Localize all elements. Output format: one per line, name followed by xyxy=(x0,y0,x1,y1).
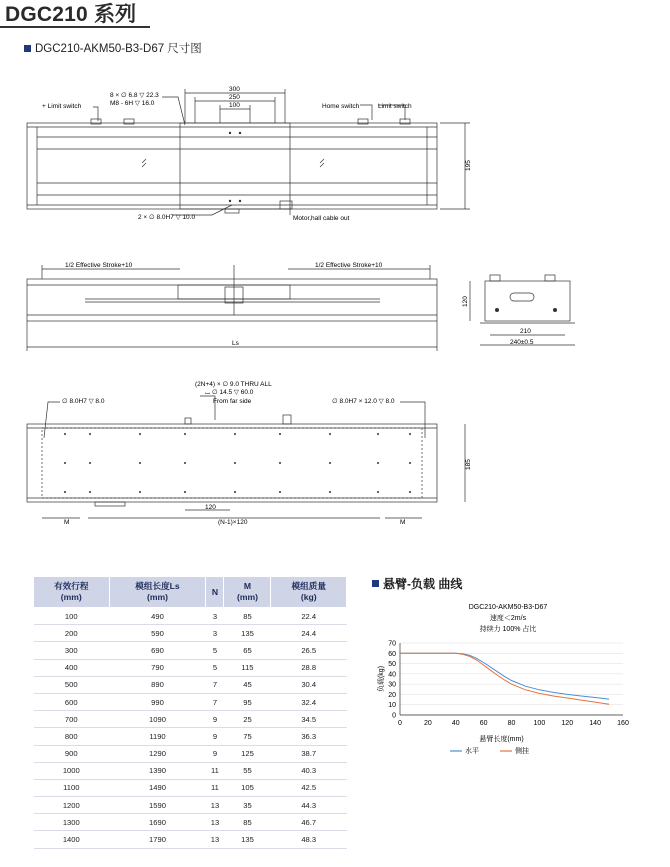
spec-header-cell: 有效行程 (mm) xyxy=(34,577,110,608)
dim-210: 210 xyxy=(520,328,531,335)
mounting-hole xyxy=(279,433,281,435)
table-cell: 790 xyxy=(109,659,206,676)
table-cell: 11 xyxy=(206,779,224,796)
table-cell: 1300 xyxy=(34,814,110,831)
dim-m-right: M xyxy=(400,519,406,526)
mounting-hole xyxy=(139,462,141,464)
chart-section-title-text: 悬臂-负载 曲线 xyxy=(383,577,463,591)
table-cell: 65 xyxy=(224,642,271,659)
mounting-hole xyxy=(279,462,281,464)
series-line-1 xyxy=(400,653,609,704)
pin-left-spec: ∅ 8.0H7 ▽ 8.0 xyxy=(62,398,105,405)
table-cell: 13 xyxy=(206,814,224,831)
side-view-drawing xyxy=(0,255,670,355)
table-cell: 35 xyxy=(224,797,271,814)
x-tick-label: 40 xyxy=(451,720,460,727)
mounting-hole xyxy=(64,462,66,464)
table-cell: 28.8 xyxy=(271,659,347,676)
table-row xyxy=(34,659,347,676)
mounting-hole xyxy=(234,462,236,464)
legend-label: 侧挂 xyxy=(515,748,529,755)
table-cell: 500 xyxy=(34,676,110,693)
table-cell: 36.3 xyxy=(271,728,347,745)
bottom-view-drawing xyxy=(0,378,670,528)
top-view-drawing xyxy=(0,75,670,235)
table-cell: 1000 xyxy=(34,762,110,779)
chart-title: DGC210-AKM50-B3-D67 xyxy=(468,604,548,611)
table-cell: 600 xyxy=(34,693,110,710)
mounting-hole xyxy=(184,462,186,464)
mounting-hole xyxy=(64,491,66,493)
spec-table-body xyxy=(34,608,347,849)
mounting-hole xyxy=(279,491,281,493)
thru-spec: (2N+4) × ∅ 9.0 THRU ALL xyxy=(195,381,272,388)
table-cell: 45 xyxy=(224,676,271,693)
table-row xyxy=(34,779,347,796)
table-cell: 890 xyxy=(109,676,206,693)
table-row xyxy=(34,711,347,728)
table-cell: 11 xyxy=(206,762,224,779)
table-cell: 95 xyxy=(224,693,271,710)
dim-n: (N-1)×120 xyxy=(218,519,248,526)
stroke-right-label: 1/2 Effective Stroke+10 xyxy=(315,262,383,269)
mounting-hole xyxy=(377,433,379,435)
table-cell: 800 xyxy=(34,728,110,745)
hole-spec-2: M8 - 6H ▽ 16.0 xyxy=(110,100,155,107)
table-cell: 700 xyxy=(34,711,110,728)
table-cell: 32.4 xyxy=(271,693,347,710)
table-cell: 30.4 xyxy=(271,676,347,693)
drawing-subtitle-text: DGC210-AKM50-B3-D67 尺寸图 xyxy=(35,43,202,55)
from-far-side: From far side xyxy=(213,398,252,405)
table-row xyxy=(34,608,347,625)
table-cell: 7 xyxy=(206,676,224,693)
spec-header-cell: N xyxy=(206,577,224,608)
table-cell: 44.3 xyxy=(271,797,347,814)
table-row xyxy=(34,676,347,693)
table-cell: 34.5 xyxy=(271,711,347,728)
table-cell: 105 xyxy=(224,779,271,796)
table-cell: 75 xyxy=(224,728,271,745)
mounting-hole xyxy=(184,491,186,493)
mounting-hole xyxy=(139,433,141,435)
table-cell: 690 xyxy=(109,642,206,659)
table-cell: 13 xyxy=(206,797,224,814)
table-cell: 100 xyxy=(34,608,110,625)
y-tick-label: 50 xyxy=(388,661,396,669)
table-cell: 1390 xyxy=(109,762,206,779)
bullet-square-icon xyxy=(24,45,31,52)
legend-label: 水平 xyxy=(465,748,479,755)
dim-120-side: 120 xyxy=(462,296,469,307)
home-switch-label: Home switch xyxy=(322,103,360,110)
table-row xyxy=(34,693,347,710)
table-row xyxy=(34,797,347,814)
mounting-hole xyxy=(184,433,186,435)
top-view-body xyxy=(27,123,437,209)
table-cell: 135 xyxy=(224,831,271,848)
pin-right-spec: ∅ 8.0H7 × 12.0 ▽ 8.0 xyxy=(332,398,395,405)
y-tick-label: 30 xyxy=(388,681,396,689)
x-tick-label: 140 xyxy=(589,720,601,727)
spec-header-cell: 模组长度Ls (mm) xyxy=(109,577,206,608)
x-tick-label: 0 xyxy=(398,720,402,727)
hole-spec-1: 8 × ∅ 6.8 ▽ 22.3 xyxy=(110,92,159,99)
y-tick-label: 60 xyxy=(388,650,396,658)
x-tick-label: 80 xyxy=(507,720,516,727)
table-cell: 990 xyxy=(109,693,206,710)
chart-subtitle-2: 持续力 100% 占比 xyxy=(479,626,537,633)
spec-header-cell: M (mm) xyxy=(224,577,271,608)
mounting-hole xyxy=(234,433,236,435)
table-cell: 48.3 xyxy=(271,831,347,848)
table-row xyxy=(34,728,347,745)
table-cell: 5 xyxy=(206,659,224,676)
dim-195: 195 xyxy=(465,160,472,171)
table-cell: 13 xyxy=(206,831,224,848)
mounting-hole xyxy=(234,491,236,493)
table-cell: 1490 xyxy=(109,779,206,796)
mounting-hole xyxy=(64,433,66,435)
x-axis-label: 悬臂长度(mm) xyxy=(479,736,524,743)
table-cell: 3 xyxy=(206,608,224,625)
table-row xyxy=(34,814,347,831)
table-cell: 125 xyxy=(224,745,271,762)
table-cell: 24.4 xyxy=(271,625,347,642)
spec-table xyxy=(33,576,347,849)
table-cell: 1200 xyxy=(34,797,110,814)
table-cell: 85 xyxy=(224,608,271,625)
table-cell: 9 xyxy=(206,711,224,728)
chart-section-title xyxy=(372,575,462,592)
table-cell: 22.4 xyxy=(271,608,347,625)
dim-ls: Ls xyxy=(232,340,239,347)
x-tick-label: 20 xyxy=(423,720,432,727)
table-cell: 1790 xyxy=(109,831,206,848)
table-cell: 115 xyxy=(224,659,271,676)
limit-minus-label: + Limit switch xyxy=(42,103,82,110)
dim-185: 185 xyxy=(465,459,472,470)
x-tick-label: 160 xyxy=(617,720,629,727)
pin-spec: 2 × ∅ 8.0H7 ▽ 10.0 xyxy=(138,214,196,221)
mounting-hole xyxy=(89,491,91,493)
bullet-square-icon xyxy=(372,580,379,587)
spec-table-header xyxy=(34,577,347,608)
table-cell: 40.3 xyxy=(271,762,347,779)
table-cell: 1690 xyxy=(109,814,206,831)
mounting-hole xyxy=(409,491,411,493)
table-row xyxy=(34,625,347,642)
table-cell: 46.7 xyxy=(271,814,347,831)
table-row xyxy=(34,642,347,659)
dim-100: 100 xyxy=(229,102,240,109)
dim-120-bottom: 120 xyxy=(205,504,216,511)
mounting-hole xyxy=(409,433,411,435)
y-tick-label: 10 xyxy=(388,702,396,710)
table-cell: 900 xyxy=(34,745,110,762)
dim-m-left: M xyxy=(64,519,70,526)
y-tick-label: 20 xyxy=(388,691,396,699)
x-tick-label: 120 xyxy=(561,720,574,727)
dim-250: 250 xyxy=(229,94,240,101)
table-cell: 1090 xyxy=(109,711,206,728)
title-underline xyxy=(0,26,150,28)
page-title: DGC210 系列 xyxy=(5,3,137,26)
motor-cable-label: Motor,hall cable out xyxy=(293,215,350,222)
table-cell: 85 xyxy=(224,814,271,831)
table-row xyxy=(34,745,347,762)
mounting-hole xyxy=(89,462,91,464)
table-cell: 490 xyxy=(109,608,206,625)
cbore-spec: ⌴ ∅ 14.5 ▽ 60.0 xyxy=(205,389,254,396)
table-cell: 25 xyxy=(224,711,271,728)
x-tick-label: 100 xyxy=(533,720,546,727)
table-cell: 300 xyxy=(34,642,110,659)
y-axis-label: 负载(kg) xyxy=(378,665,385,693)
mounting-hole xyxy=(329,433,331,435)
table-cell: 590 xyxy=(109,625,206,642)
y-tick-label: 0 xyxy=(392,712,396,720)
table-cell: 400 xyxy=(34,659,110,676)
table-cell: 200 xyxy=(34,625,110,642)
stroke-left-label: 1/2 Effective Stroke+10 xyxy=(65,262,133,269)
table-cell: 26.5 xyxy=(271,642,347,659)
mounting-hole xyxy=(329,491,331,493)
table-row xyxy=(34,831,347,848)
table-cell: 9 xyxy=(206,745,224,762)
table-row xyxy=(34,762,347,779)
mounting-hole xyxy=(139,491,141,493)
chart-subtitle-1: 速度＜2m/s xyxy=(489,615,527,622)
table-cell: 9 xyxy=(206,728,224,745)
mounting-hole xyxy=(377,462,379,464)
series-line-0 xyxy=(400,653,609,699)
table-cell: 5 xyxy=(206,642,224,659)
table-cell: 3 xyxy=(206,625,224,642)
table-cell: 1290 xyxy=(109,745,206,762)
spec-header-cell: 模组质量 (kg) xyxy=(271,577,347,608)
table-cell: 1590 xyxy=(109,797,206,814)
mounting-hole xyxy=(89,433,91,435)
table-cell: 7 xyxy=(206,693,224,710)
table-cell: 1100 xyxy=(34,779,110,796)
y-tick-label: 70 xyxy=(388,640,396,648)
table-cell: 55 xyxy=(224,762,271,779)
table-cell: 1400 xyxy=(34,831,110,848)
y-tick-label: 40 xyxy=(388,671,396,679)
table-cell: 38.7 xyxy=(271,745,347,762)
dim-300: 300 xyxy=(229,86,240,93)
mounting-hole xyxy=(377,491,379,493)
limit-plus-label: Limit switch xyxy=(378,103,412,110)
x-tick-label: 60 xyxy=(479,720,488,727)
table-cell: 1190 xyxy=(109,728,206,745)
mounting-hole xyxy=(409,462,411,464)
drawing-subtitle xyxy=(24,40,202,56)
mounting-hole xyxy=(329,462,331,464)
cantilever-load-chart xyxy=(365,598,645,758)
table-cell: 135 xyxy=(224,625,271,642)
dim-240: 240±0.5 xyxy=(510,339,534,346)
table-cell: 42.5 xyxy=(271,779,347,796)
